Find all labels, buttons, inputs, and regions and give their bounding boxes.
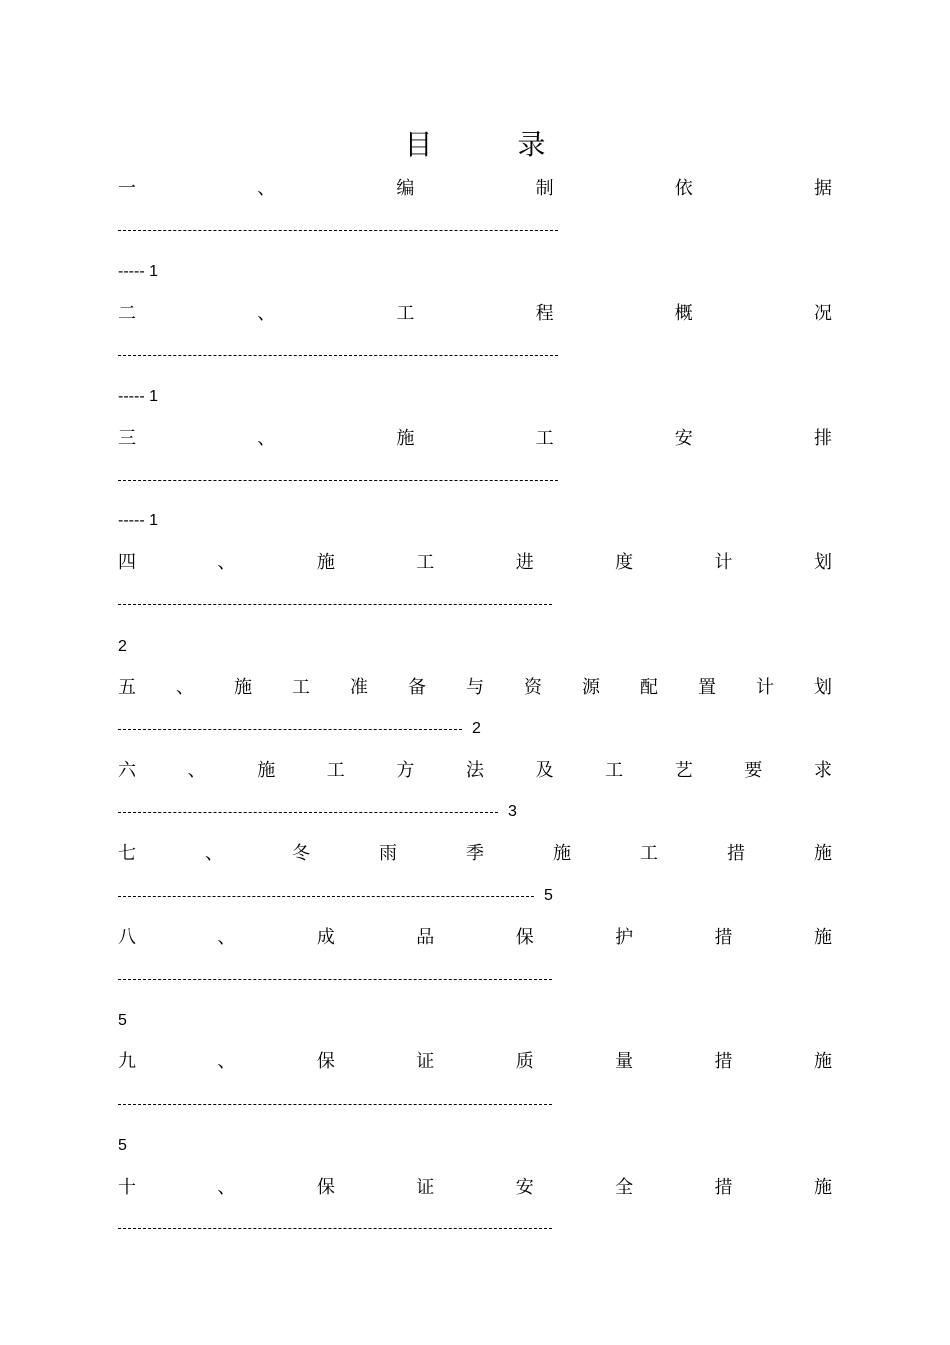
heading-char: 艺 — [674, 760, 693, 781]
dot-leader — [118, 1094, 552, 1114]
dot-leader — [118, 886, 534, 906]
heading-char: 工 — [292, 677, 310, 698]
heading-char: 施 — [813, 1177, 832, 1198]
heading-char: 、 — [217, 1177, 236, 1198]
heading-char: 、 — [217, 552, 236, 573]
page-number: 5 — [118, 1137, 127, 1154]
heading-char: 保 — [515, 927, 534, 948]
heading-char: 季 — [466, 843, 484, 864]
heading-char: 工 — [416, 552, 435, 573]
heading-char: 五 — [118, 677, 136, 698]
toc-entry-heading[interactable] — [118, 759, 832, 783]
heading-char: 七 — [118, 843, 136, 864]
page-number: 2 — [118, 638, 127, 655]
heading-char: 施 — [553, 843, 571, 864]
heading-char: 计 — [756, 677, 774, 698]
heading-char: 配 — [640, 677, 658, 698]
heading-char: 量 — [615, 1051, 634, 1072]
heading-char: 依 — [674, 178, 693, 199]
heading-char: 、 — [257, 178, 276, 199]
heading-char: 、 — [257, 428, 276, 449]
dot-leader — [118, 802, 498, 822]
heading-char: 安 — [515, 1177, 534, 1198]
dot-leader — [118, 220, 558, 240]
page-title: 目 录 — [404, 128, 584, 161]
heading-char: 雨 — [379, 843, 397, 864]
heading-char: 四 — [118, 552, 136, 573]
heading-char: 要 — [744, 760, 763, 781]
heading-char: 编 — [396, 178, 415, 199]
heading-char: 全 — [615, 1177, 634, 1198]
heading-char: 施 — [316, 552, 335, 573]
heading-char: 准 — [350, 677, 368, 698]
heading-char: 求 — [813, 760, 832, 781]
toc-entry-heading[interactable] — [118, 177, 832, 201]
heading-char: 划 — [813, 552, 832, 573]
heading-char: 、 — [187, 760, 206, 781]
page-number: 2 — [472, 720, 481, 737]
heading-char: 概 — [674, 303, 693, 324]
heading-char: 、 — [176, 677, 194, 698]
page-number: ----- 1 — [118, 388, 158, 405]
heading-char: 三 — [118, 428, 136, 449]
toc-entry-heading[interactable] — [118, 1050, 832, 1074]
heading-char: 据 — [813, 178, 832, 199]
heading-char: 质 — [515, 1051, 534, 1072]
heading-char: 源 — [582, 677, 600, 698]
heading-char: 冬 — [292, 843, 310, 864]
heading-char: 安 — [674, 428, 693, 449]
heading-char: 证 — [416, 1177, 435, 1198]
heading-char: 措 — [727, 843, 745, 864]
dot-leader — [118, 470, 558, 490]
toc-entry-heading[interactable] — [118, 842, 832, 866]
heading-char: 方 — [396, 760, 415, 781]
toc-entry-heading[interactable] — [118, 302, 832, 326]
page-number: ----- 1 — [118, 512, 158, 529]
heading-char: 施 — [813, 1051, 832, 1072]
heading-char: 资 — [524, 677, 542, 698]
heading-char: 程 — [535, 303, 554, 324]
heading-char: 法 — [465, 760, 484, 781]
heading-char: 施 — [813, 927, 832, 948]
heading-char: 一 — [118, 178, 136, 199]
heading-char: 排 — [813, 428, 832, 449]
heading-char: 保 — [316, 1177, 335, 1198]
heading-char: 八 — [118, 927, 136, 948]
heading-char: 施 — [234, 677, 252, 698]
dot-leader — [118, 1218, 552, 1238]
page-number: 5 — [544, 887, 553, 904]
heading-char: 证 — [416, 1051, 435, 1072]
heading-char: 工 — [535, 428, 554, 449]
heading-char: 及 — [535, 760, 554, 781]
heading-char: 计 — [714, 552, 733, 573]
heading-char: 况 — [813, 303, 832, 324]
heading-char: 施 — [257, 760, 276, 781]
toc-entry-heading[interactable] — [118, 427, 832, 451]
toc-entry-heading[interactable] — [118, 926, 832, 950]
heading-char: 十 — [118, 1177, 136, 1198]
heading-char: 划 — [814, 677, 832, 698]
heading-char: 施 — [396, 428, 415, 449]
heading-char: 六 — [118, 760, 136, 781]
toc-entry-heading[interactable] — [118, 676, 832, 700]
heading-char: 、 — [205, 843, 223, 864]
heading-char: 工 — [605, 760, 624, 781]
toc-entry-heading[interactable] — [118, 551, 832, 575]
heading-char: 制 — [535, 178, 554, 199]
page-number: 3 — [508, 803, 517, 820]
heading-char: 工 — [326, 760, 345, 781]
heading-char: 保 — [316, 1051, 335, 1072]
page-number: 5 — [118, 1012, 127, 1029]
heading-char: 措 — [714, 1177, 733, 1198]
heading-char: 措 — [714, 1051, 733, 1072]
heading-char: 施 — [814, 843, 832, 864]
heading-char: 工 — [396, 303, 415, 324]
heading-char: 九 — [118, 1051, 136, 1072]
heading-char: 与 — [466, 677, 484, 698]
dot-leader — [118, 719, 462, 739]
heading-char: 、 — [257, 303, 276, 324]
heading-char: 护 — [615, 927, 634, 948]
heading-char: 品 — [416, 927, 435, 948]
heading-char: 进 — [515, 552, 534, 573]
page-number: ----- 1 — [118, 263, 158, 280]
heading-char: 工 — [640, 843, 658, 864]
heading-char: 、 — [217, 1051, 236, 1072]
dot-leader — [118, 345, 558, 365]
heading-char: 、 — [217, 927, 236, 948]
heading-char: 置 — [698, 677, 716, 698]
heading-char: 措 — [714, 927, 733, 948]
heading-char: 二 — [118, 303, 136, 324]
dot-leader — [118, 969, 552, 989]
dot-leader — [118, 594, 552, 614]
heading-char: 备 — [408, 677, 426, 698]
toc-entry-heading[interactable] — [118, 1176, 832, 1200]
heading-char: 成 — [316, 927, 335, 948]
heading-char: 度 — [615, 552, 634, 573]
